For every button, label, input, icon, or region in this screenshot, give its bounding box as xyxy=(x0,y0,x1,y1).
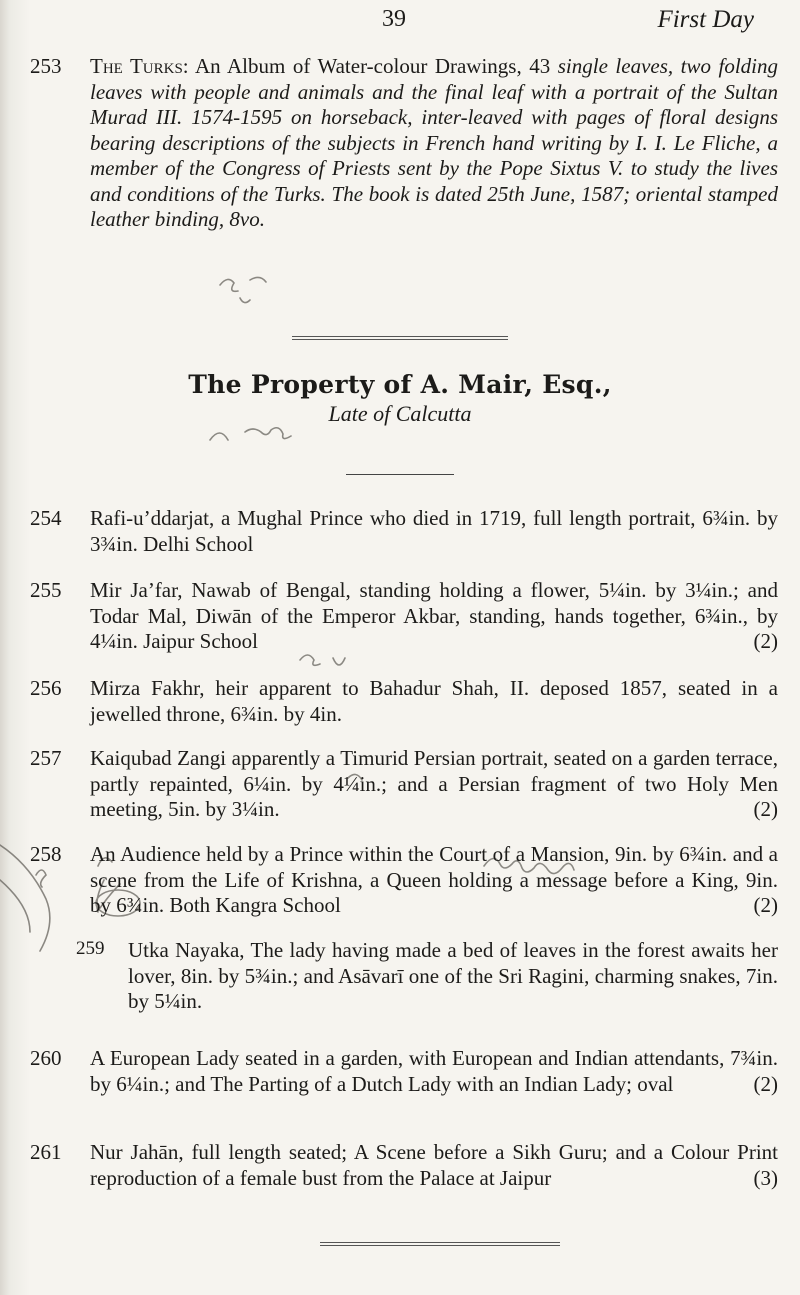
lot-256 xyxy=(30,676,778,727)
divider-rule xyxy=(346,474,454,475)
lot-253 xyxy=(30,54,778,233)
lot-count: (3) xyxy=(753,1165,778,1190)
property-owner: The Property of A. Mair, Esq., xyxy=(188,370,612,399)
divider-rule xyxy=(320,1242,560,1246)
lot-number: 253 xyxy=(30,54,62,78)
property-note: Late of Calcutta xyxy=(328,401,472,426)
lot-count: (2) xyxy=(753,797,778,821)
lot-count: (2) xyxy=(753,629,778,653)
lot-254 xyxy=(30,506,778,557)
lot-description xyxy=(90,1140,778,1191)
lot-258 xyxy=(30,842,778,919)
lot-text: Kaiqubad Zangi apparently a Timurid Persian portrait, seated on a garden terrace, partly repainted, 6¼in. by 4¼in.; and a Persian fragment of two Holy Men meeting, 5in. by 3¼in. xyxy=(90,746,778,821)
lot-description xyxy=(90,1046,778,1097)
lot-text: A European Lady seated in a garden, with European and Indian attendants, 7¾in. by 6¼in.; and The Parting of a Dutch Lady with an Indian Lady; oval xyxy=(90,1046,778,1096)
lot-count: (2) xyxy=(753,1071,778,1096)
property-heading xyxy=(0,370,800,427)
running-head xyxy=(0,6,800,40)
divider-rule xyxy=(292,336,508,340)
lot-text: An Audience held by a Prince within the Court of a Mansion, 9in. by 6¾in. and a scene from the Life of Krishna, a Queen holding a message before a King, 9in. by 6¾in. Both Kangra School xyxy=(90,842,778,917)
lot-number: 258 xyxy=(30,842,62,866)
lot-257 xyxy=(30,746,778,823)
lot-260 xyxy=(30,1046,778,1097)
lot-number: 259 xyxy=(76,938,105,959)
lot-description xyxy=(90,578,778,655)
lot-description: Utka Nayaka, The lady having made a bed of leaves in the forest awaits her lover, 8in. by 5¾in.; and Asāvarī one of the Sri Ragini, charming snakes, 7in. by 5¼in. xyxy=(128,938,778,1013)
lot-text-roman: An Album of Water-colour Drawings, 43 xyxy=(188,54,558,78)
lot-255 xyxy=(30,578,778,655)
lot-261 xyxy=(30,1140,778,1191)
section-title: First Day xyxy=(657,6,754,33)
lot-number: 255 xyxy=(30,578,62,602)
lot-number: 254 xyxy=(30,506,62,530)
lot-heading: The Turks: xyxy=(90,54,189,78)
lot-number: 261 xyxy=(30,1140,62,1164)
lot-description xyxy=(90,842,778,919)
lot-count: (2) xyxy=(753,893,778,917)
lot-text-italic: single leaves, two folding leaves with people and animals and the final leaf with a portrait of the Sultan Murad III. 1574-1595 on horseback, inter-leaved with pages of floral designs bearing descriptions of the subjects in French hand writing by I. I. Le Flіche, a member of the Congress of Priests sent by the Pope Sixtus V. to study the lives and conditions of the Turks. The book is dated 25th June, 1587; oriental stamped leather binding, 8vo. xyxy=(90,54,779,231)
lot-text: Nur Jahān, full length seated; A Scene before a Sikh Guru; and a Colour Print reproduction of a female bust from the Palace at Jaipur xyxy=(90,1140,778,1190)
lot-description xyxy=(90,746,778,823)
page-number: 39 xyxy=(382,6,406,32)
lot-number: 256 xyxy=(30,676,62,700)
lot-text: Mir Ja’far, Nawab of Bengal, standing holding a flower, 5¼in. by 3¼in.; and Todar Mal, Diwān of the Emperor Akbar, standing, hands together, 6¾in., by 4¼in. Jaipur School xyxy=(90,578,778,653)
lot-description: Rafi-u’ddarjat, a Mughal Prince who died in 1719, full length portrait, 6¾in. by 3¾in. Delhi School xyxy=(90,506,778,556)
lot-number: 260 xyxy=(30,1046,62,1070)
lot-259 xyxy=(30,938,778,1015)
lot-description xyxy=(90,54,778,233)
lot-description: Mirza Fakhr, heir apparent to Bahadur Shah, II. deposed 1857, seated in a jewelled throne, 6¾in. by 4in. xyxy=(90,676,778,726)
lot-number: 257 xyxy=(30,746,62,770)
